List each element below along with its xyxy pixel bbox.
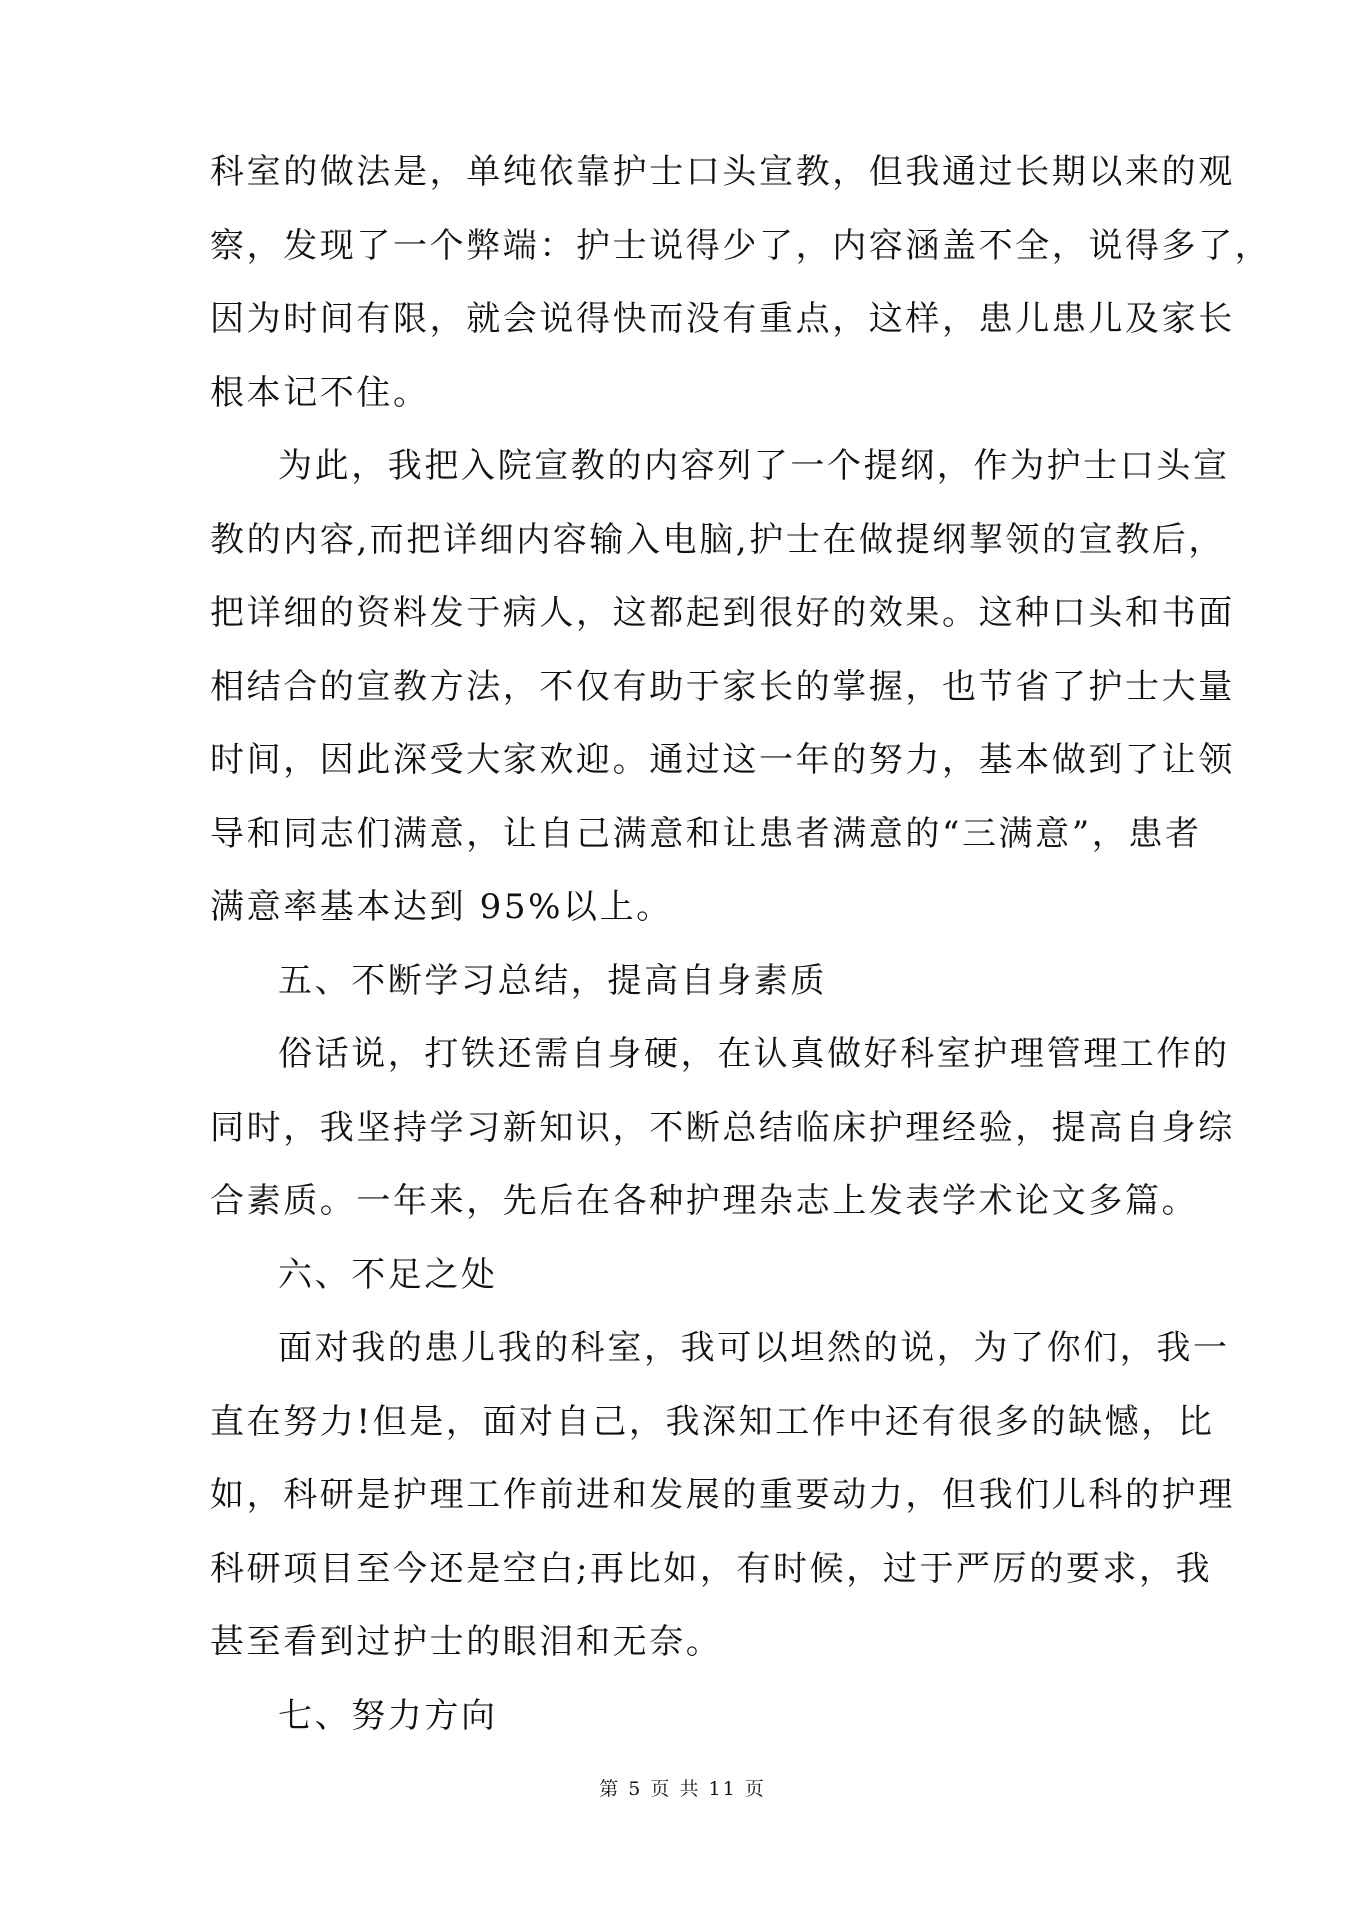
section-heading: 六、不足之处 [278,1254,498,1295]
paragraph-line: 科研项目至今还是空白;再比如，有时候，过于严厉的要求，我 [210,1548,1213,1589]
paragraph-line: 面对我的患儿我的科室，我可以坦然的说，为了你们，我一 [278,1328,1230,1368]
paragraph-line: 科室的做法是，单纯依靠护士口头宣教，但我通过长期以来的观 [210,152,1235,192]
paragraph-line: 时间，因此深受大家欢迎。通过这一年的努力，基本做到了让领 [210,740,1235,780]
section-heading: 七、努力方向 [278,1695,498,1736]
paragraph-line: 合素质。一年来，先后在各种护理杂志上发表学术论文多篇。 [210,1181,1199,1221]
paragraph-line: 根本记不住。 [210,372,430,413]
paragraph-line: 直在努力!但是，面对自己，我深知工作中还有很多的缺憾，比 [210,1401,1215,1442]
paragraph-line: 如，科研是护理工作前进和发展的重要动力，但我们儿科的护理 [210,1475,1235,1515]
paragraph-line: 相结合的宣教方法，不仅有助于家长的掌握，也节省了护士大量 [210,666,1235,707]
paragraph-line: 满意率基本达到 95%以上。 [210,887,673,927]
paragraph-line: 教的内容,而把详细内容输入电脑,护士在做提纲挈领的宣教后， [210,519,1226,560]
paragraph-line: 察，发现了一个弊端：护士说得少了，内容涵盖不全，说得多了， [210,225,1272,266]
section-heading: 五、不断学习总结，提高自身素质 [278,960,827,1001]
paragraph-line: 为此，我把入院宣教的内容列了一个提纲，作为护士口头宣 [278,446,1230,486]
paragraph-line: 因为时间有限，就会说得快而没有重点，这样，患儿患儿及家长 [210,299,1235,339]
document-body [210,142,1272,1759]
paragraph-line: 把详细的资料发于病人，这都起到很好的效果。这种口头和书面 [210,593,1235,633]
paragraph-line: 俗话说，打铁还需自身硬，在认真做好科室护理管理工作的 [278,1034,1230,1074]
paragraph-line: 同时，我坚持学习新知识，不断总结临床护理经验，提高自身综 [210,1107,1235,1148]
paragraph-line: 导和同志们满意，让自己满意和让患者满意的“三满意”，患者 [210,813,1202,854]
paragraph-line: 甚至看到过护士的眼泪和无奈。 [210,1622,723,1662]
page-number: 第 5 页 共 11 页 [599,1778,766,1800]
